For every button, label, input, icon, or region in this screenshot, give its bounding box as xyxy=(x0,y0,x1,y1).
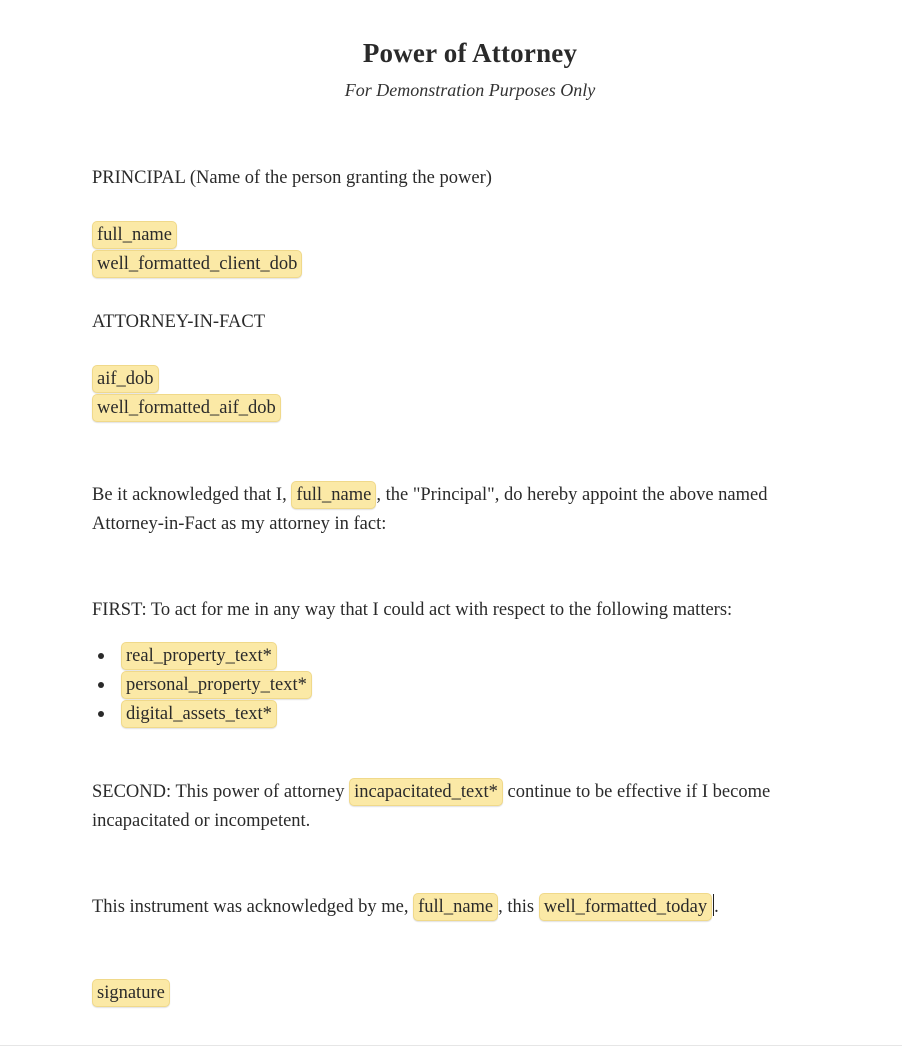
acknowledgement-full-name-field[interactable]: full_name xyxy=(291,481,376,509)
aif-formatted-dob-field[interactable]: well_formatted_aif_dob xyxy=(92,394,281,422)
bullet-icon xyxy=(98,711,104,717)
bullet-icon xyxy=(98,653,104,659)
real-property-field[interactable]: real_property_text* xyxy=(121,642,277,670)
instrument-text-middle: , this xyxy=(498,897,535,917)
principal-dob-line xyxy=(92,250,302,279)
principal-name-line xyxy=(92,221,177,250)
instrument-text-before: This instrument was acknowledged by me, xyxy=(92,897,409,917)
instrument-line xyxy=(92,893,719,922)
acknowledgement-text-before: Be it acknowledged that I, xyxy=(92,485,287,505)
signature-field[interactable]: signature xyxy=(92,979,170,1007)
matters-list xyxy=(92,642,312,729)
second-clause-line-1 xyxy=(92,778,770,807)
instrument-text-end: . xyxy=(714,897,719,917)
list-item xyxy=(92,642,312,671)
acknowledgement-line-2: Attorney-in-Fact as my attorney in fact: xyxy=(92,514,387,534)
full-name-field[interactable]: full_name xyxy=(92,221,177,249)
second-text-before: SECOND: This power of attorney xyxy=(92,782,345,802)
list-item xyxy=(92,671,312,700)
digital-assets-field[interactable]: digital_assets_text* xyxy=(121,700,277,728)
first-clause: FIRST: To act for me in any way that I could act with respect to the following matters: xyxy=(92,600,733,620)
document-title: Power of Attorney xyxy=(362,38,578,68)
signature-line xyxy=(92,979,170,1008)
acknowledgement-line-1 xyxy=(92,481,768,510)
bullet-icon xyxy=(98,682,104,688)
second-text-after: continue to be effective if I become xyxy=(507,782,771,802)
incapacitated-field[interactable]: incapacitated_text* xyxy=(349,778,503,806)
principal-heading: PRINCIPAL (Name of the person granting the power) xyxy=(92,168,492,188)
attorney-name-line xyxy=(92,365,159,394)
list-item xyxy=(92,700,312,729)
document-subtitle: For Demonstration Purposes Only xyxy=(344,80,596,100)
instrument-full-name-field[interactable]: full_name xyxy=(413,893,498,921)
second-clause-line-2: incapacitated or incompetent. xyxy=(92,811,311,831)
personal-property-field[interactable]: personal_property_text* xyxy=(121,671,312,699)
attorney-dob-line xyxy=(92,394,281,423)
aif-dob-field[interactable]: aif_dob xyxy=(92,365,159,393)
acknowledgement-text-after: , the "Principal", do hereby appoint the above named xyxy=(376,485,768,505)
attorney-heading: ATTORNEY-IN-FACT xyxy=(92,312,266,332)
today-date-field[interactable]: well_formatted_today xyxy=(539,893,712,921)
client-dob-field[interactable]: well_formatted_client_dob xyxy=(92,250,302,278)
